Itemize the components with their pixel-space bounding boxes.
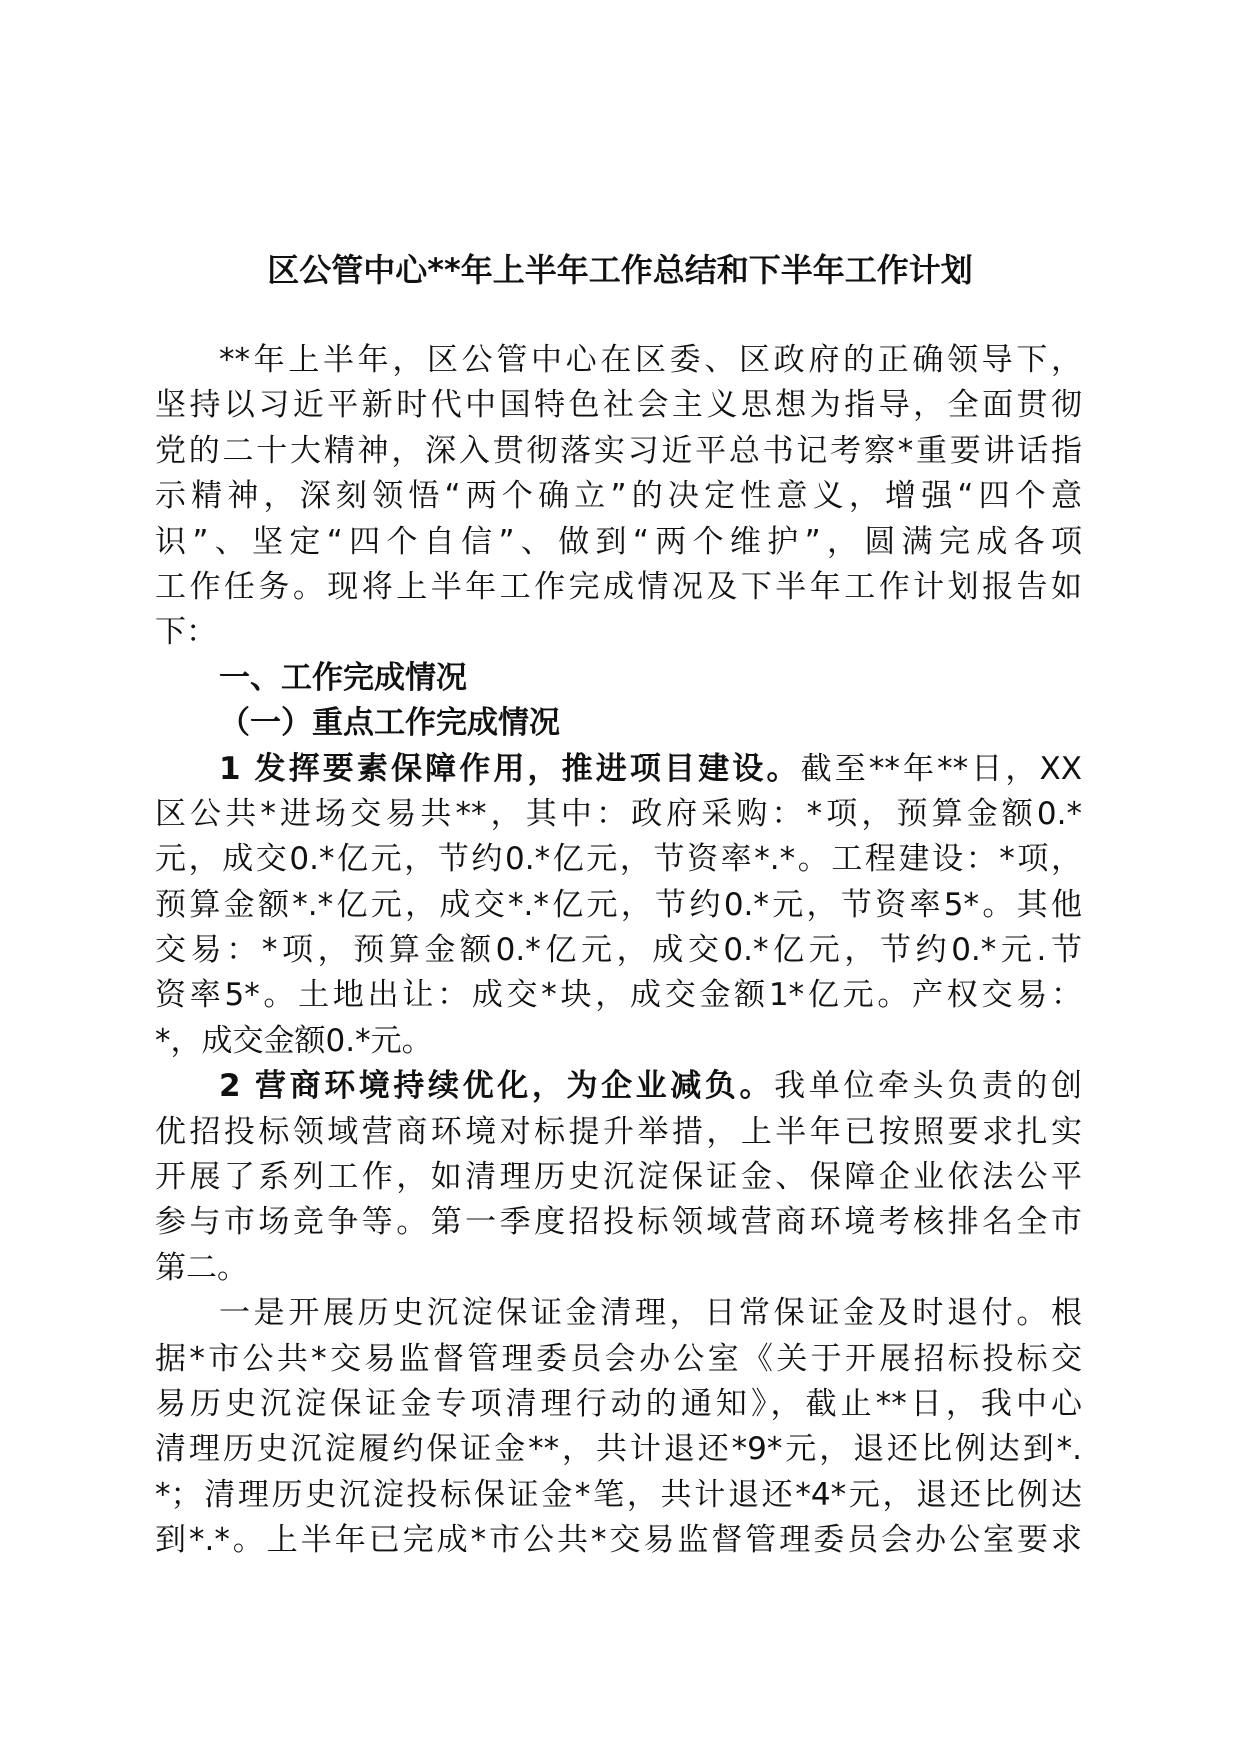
text-line: 工作任务。现将上半年工作完成情况及下半年工作计划报告如 bbox=[155, 568, 1082, 605]
subsection-heading: （一）重点工作完成情况 bbox=[219, 705, 560, 742]
item-1-paragraph bbox=[155, 747, 1082, 1065]
item-lead: 2 营商环境持续优化，为企业减负。 bbox=[219, 1068, 775, 1105]
item-2-paragraph bbox=[155, 1064, 1082, 1291]
text-line: 开展了系列工作，如清理历史沉淀保证金、保障企业依法公平 bbox=[155, 1159, 1082, 1196]
text-line: 坚持以习近平新时代中国特色社会主义思想为指导，全面贯彻 bbox=[155, 387, 1082, 424]
text-line: 下： bbox=[155, 614, 217, 651]
text-line bbox=[155, 747, 1082, 792]
item-text: 截至**年**日，XX bbox=[800, 750, 1082, 787]
document-title: 区公管中心**年上半年工作总结和下半年工作计划 bbox=[267, 251, 973, 289]
intro-paragraph bbox=[155, 338, 1082, 656]
item-lead: 1 发挥要素保障作用，推进项目建设。 bbox=[219, 750, 801, 787]
text-line: *；清理历史沉淀投标保证金*笔，共计退还*4*元，退还比例达 bbox=[155, 1476, 1082, 1513]
text-line: 预算金额*.*亿元，成交*.*亿元，节约0.*元，节资率5*。其他 bbox=[155, 886, 1082, 923]
text-line: 交易：*项，预算金额0.*亿元，成交0.*亿元，节约0.*元.节 bbox=[155, 932, 1082, 969]
text-line: 党的二十大精神，深入贯彻落实习近平总书记考察*重要讲话指 bbox=[155, 432, 1082, 469]
item-text: 我单位牵头负责的创 bbox=[774, 1068, 1082, 1105]
text-line: 元，成交0.*亿元，节约0.*亿元，节资率*.*。工程建设：*项， bbox=[155, 841, 1082, 878]
text-line: 易历史沉淀保证金专项清理行动的通知》，截止**日，我中心 bbox=[155, 1385, 1082, 1422]
document-body bbox=[155, 338, 1082, 1564]
text-line: 资率5*。土地出让：成交*块，成交金额1*亿元。产权交易： bbox=[155, 977, 1082, 1014]
text-line: 示精神，深刻领悟“两个确立”的决定性意义，增强“四个意 bbox=[155, 478, 1082, 515]
text-line: 第二。 bbox=[155, 1249, 248, 1286]
text-line: *，成交金额0.*元。 bbox=[155, 1022, 433, 1059]
text-line: 区公共*进场交易共**，其中：政府采购：*项，预算金额0.* bbox=[155, 795, 1082, 832]
item-3-paragraph bbox=[155, 1291, 1082, 1563]
text-line: 清理历史沉淀履约保证金**，共计退还*9*元，退还比例达到*. bbox=[155, 1431, 1082, 1468]
text-line: **年上半年，区公管中心在区委、区政府的正确领导下， bbox=[219, 342, 1082, 378]
text-line bbox=[155, 1064, 1082, 1109]
text-line: 参与市场竞争等。第一季度招投标领域营商环境考核排名全市 bbox=[155, 1204, 1082, 1241]
text-line: 据*市公共*交易监督管理委员会办公室《关于开展招标投标交 bbox=[155, 1340, 1082, 1377]
text-line: 识”、坚定“四个自信”、做到“两个维护”，圆满完成各项 bbox=[155, 523, 1082, 560]
text-line: 一是开展历史沉淀保证金清理，日常保证金及时退付。根 bbox=[219, 1295, 1082, 1332]
section-heading: 一、工作完成情况 bbox=[219, 659, 467, 696]
text-line: 到*.*。上半年已完成*市公共*交易监督管理委员会办公室要求 bbox=[155, 1522, 1082, 1559]
text-line: 优招投标领域营商环境对标提升举措，上半年已按照要求扎实 bbox=[155, 1113, 1082, 1150]
